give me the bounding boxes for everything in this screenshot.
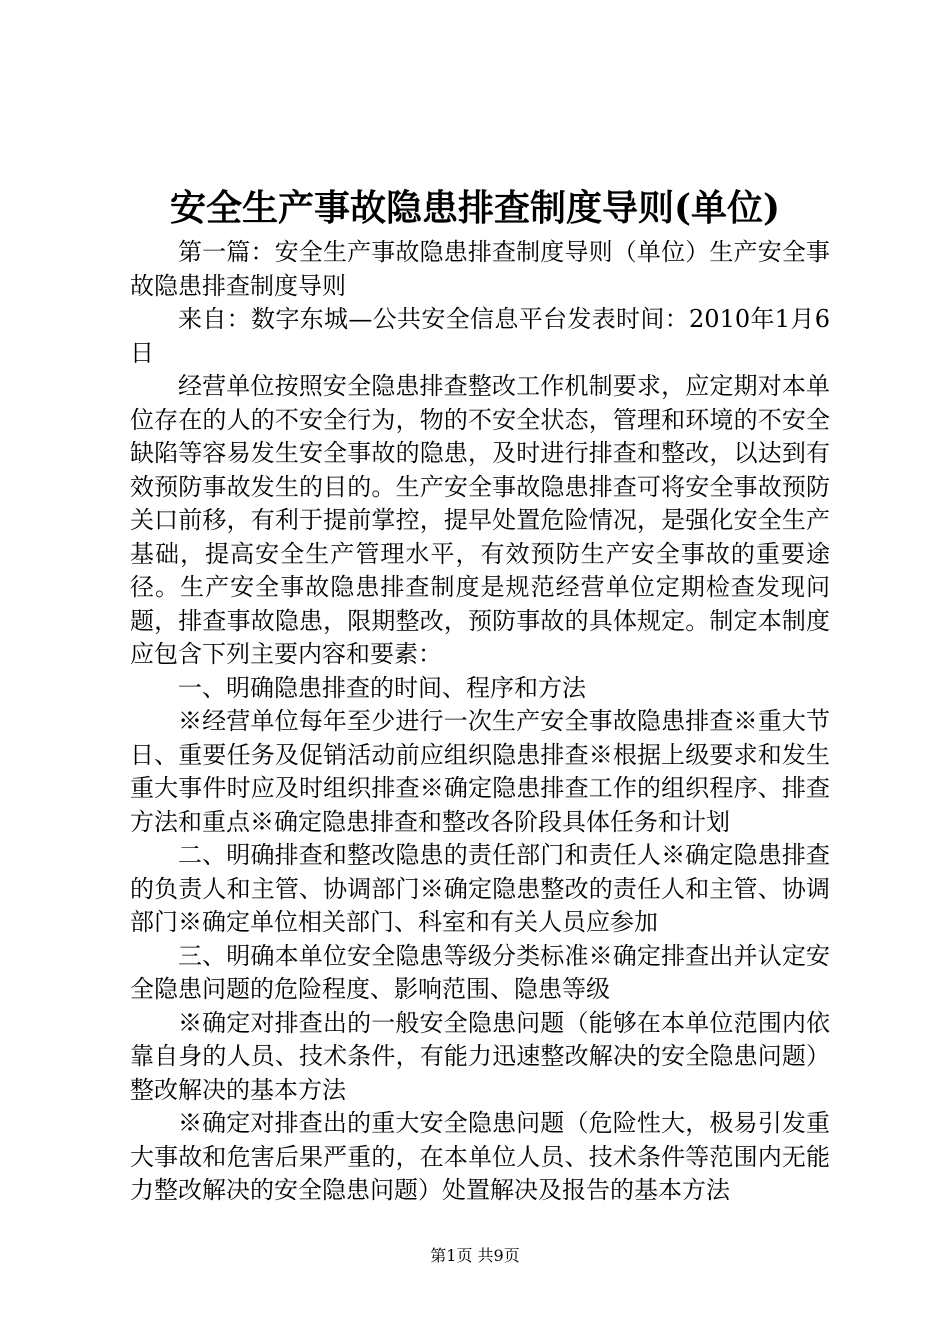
paragraph-heading-first-article: 第一篇：安全生产事故隐患排查制度导则（单位）生产安全事故隐患排查制度导则	[130, 238, 830, 300]
paragraph-general-hazard: ※确定对排查出的一般安全隐患问题（能够在本单位范围内依靠自身的人员、技术条件，有能力迅速整改解决的安全隐患问题）整改解决的基本方法	[130, 1008, 830, 1104]
page-number-footer: 第1页 共9页	[430, 1246, 520, 1265]
paragraph-section-2: 二、明确排查和整改隐患的责任部门和责任人※确定隐患排查的负责人和主管、协调部门※确定隐患整改的责任人和主管、协调部门※确定单位相关部门、科室和有关人员应参加	[130, 841, 830, 936]
paragraph-section-1: 一、明确隐患排查的时间、程序和方法	[178, 673, 586, 702]
paragraph-major-hazard: ※确定对排查出的重大安全隐患问题（危险性大，极易引发重大事故和危害后果严重的，在本单位人员、技术条件等范围内无能力整改解决的安全隐患问题）处置解决及报告的基本方法	[130, 1109, 830, 1204]
document-body	[130, 236, 830, 1208]
document-title: 安全生产事故隐患排查制度导则(单位)	[169, 187, 781, 229]
paragraph-section-3: 三、明确本单位安全隐患等级分类标准※确定排查出并认定安全隐患问题的危险程度、影响范围、隐患等级	[130, 941, 830, 1003]
paragraph-section-1-items: ※经营单位每年至少进行一次生产安全事故隐患排查※重大节日、重要任务及促销活动前应组织隐患排查※根据上级要求和发生重大事件时应及时组织排查※确定隐患排查工作的组织程序、排查方法和重点※确定隐患排查和整改各阶段具体任务和计划	[130, 707, 830, 836]
paragraph-intro: 经营单位按照安全隐患排查整改工作机制要求，应定期对本单位存在的人的不安全行为，物的不安全状态，管理和环境的不安全缺陷等容易发生安全事故的隐患，及时进行排查和整改，以达到有效预防事故发生的目的。生产安全事故隐患排查可将安全事故预防关口前移，有利于提前掌控，提早处置危险情况，是强化安全生产基础，提高安全生产管理水平，有效预防生产安全事故的重要途径。生产安全事故隐患排查制度是规范经营单位定期检查发现问题，排查事故隐患，限期整改，预防事故的具体规定。制定本制度应包含下列主要内容和要素：	[130, 372, 830, 668]
paragraph-source-info: 来自：数字东城—公共安全信息平台发表时间：2010年1月6日	[130, 305, 830, 367]
